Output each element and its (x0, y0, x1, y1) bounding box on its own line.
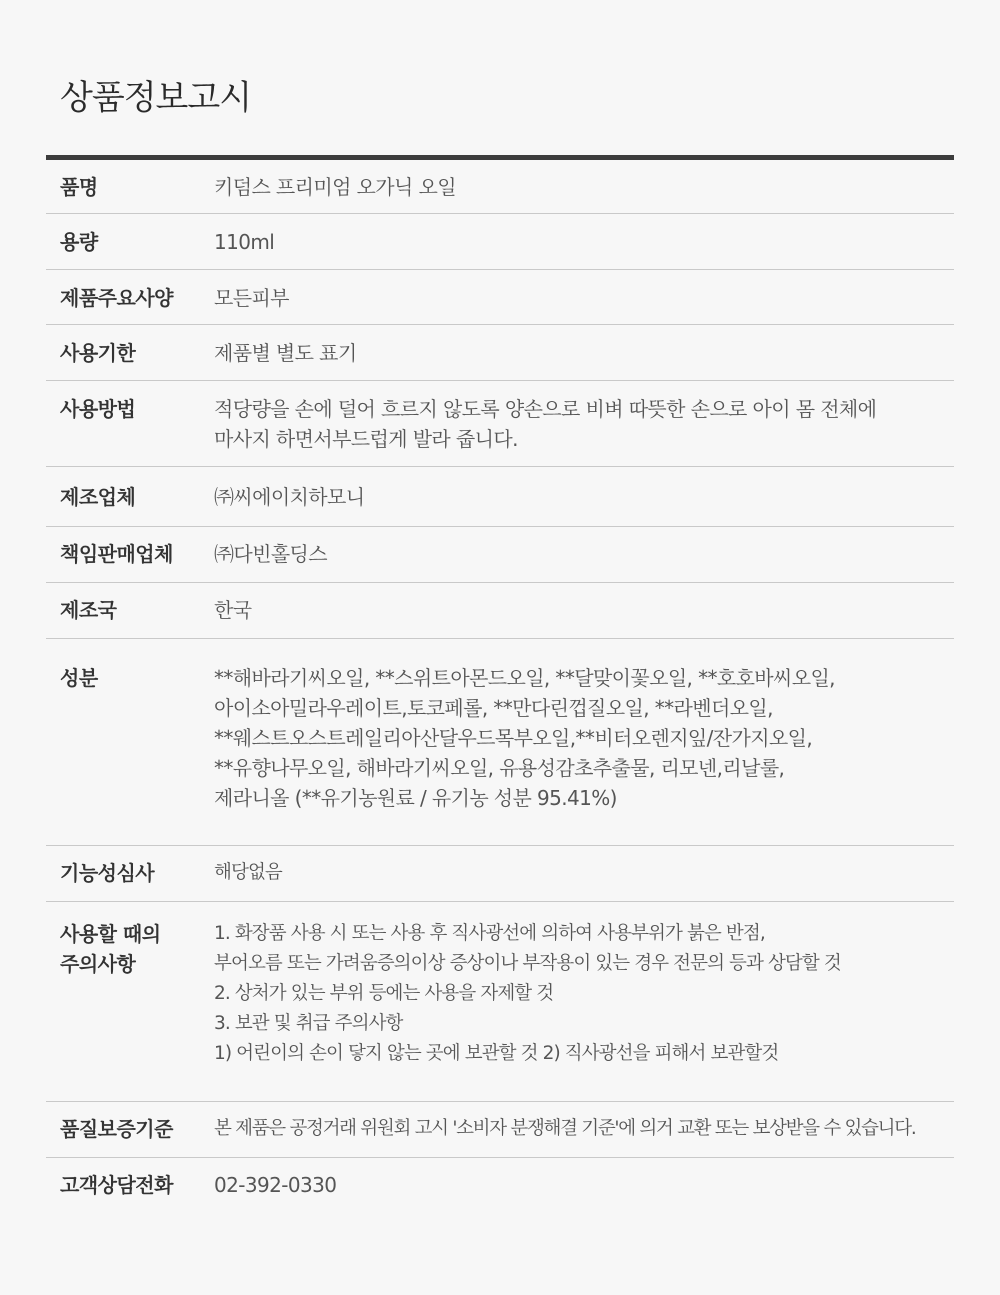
value-line: 제품별 별도 표기 (214, 341, 357, 365)
value-line: 모든피부 (214, 286, 289, 310)
value-line: **해바라기씨오일, **스위트아몬드오일, **달맞이꽃오일, **호호바씨오일, (214, 666, 835, 690)
value-line: 110ml (214, 230, 275, 254)
row-label (46, 919, 214, 1101)
value-line: ㈜다빈홀딩스 (214, 542, 327, 566)
row-label: 제조국 (60, 598, 117, 622)
row-label: 고객상담전화 (60, 1173, 173, 1197)
value-line: 2. 상처가 있는 부위 등에는 사용을 자제할 것 (214, 983, 554, 1004)
row-expiry (46, 325, 954, 381)
value-line: 아이소아밀라우레이트,토코페롤, **만다린껍질오일, **라벤더오일, (214, 696, 773, 720)
value-line: 1. 화장품 사용 시 또는 사용 후 직사광선에 의하여 사용부위가 붉은 반점, (214, 923, 765, 944)
row-usage (46, 381, 954, 467)
row-label: 기능성심사 (60, 861, 155, 885)
row-value (214, 539, 954, 582)
row-label: 제품주요사양 (60, 286, 173, 310)
value-line: ㈜씨에이치하모니 (214, 485, 365, 509)
row-distributor (46, 527, 954, 583)
row-value (214, 663, 954, 845)
row-value (214, 283, 954, 324)
row-value (214, 338, 954, 380)
row-ingredients (46, 639, 954, 846)
row-value (214, 1114, 954, 1157)
row-value (214, 858, 954, 901)
row-value (214, 919, 954, 1101)
value-line: 1) 어린이의 손이 닿지 않는 곳에 보관할 것 2) 직사광선을 피해서 보관할것 (214, 1043, 779, 1064)
label-line: 주의사항 (60, 952, 136, 976)
row-precautions (46, 902, 954, 1102)
value-line: 본 제품은 공정거래 위원회 고시 '소비자 분쟁해결 기준'에 의거 교환 또는 보상받을 수 있습니다. (214, 1118, 916, 1139)
row-label: 사용방법 (60, 397, 136, 421)
row-manufacturer (46, 467, 954, 527)
row-value (214, 394, 954, 466)
row-label: 제조업체 (60, 485, 136, 509)
row-label: 용량 (60, 230, 98, 254)
value-line: 3. 보관 및 취급 주의사항 (214, 1013, 403, 1034)
value-line: 제라니올 (**유기농원료 / 유기농 성분 95.41%) (214, 786, 617, 810)
row-product-name (46, 160, 954, 214)
label-line: 사용할 때의 (60, 922, 161, 946)
value-line: 한국 (214, 598, 252, 622)
row-label: 책임판매업체 (60, 542, 173, 566)
row-quality-guarantee (46, 1102, 954, 1158)
row-label: 사용기한 (60, 341, 136, 365)
row-customer-phone (46, 1158, 954, 1214)
row-main-spec (46, 270, 954, 325)
row-label: 품명 (60, 175, 98, 199)
value-line: **유향나무오일, 해바라기씨오일, 유용성감초추출물, 리모넨,리날룰, (214, 756, 785, 780)
value-line: 02-392-0330 (214, 1173, 337, 1197)
value-line: 부어오름 또는 가려움증의이상 증상이나 부작용이 있는 경우 전문의 등과 상담할 것 (214, 953, 841, 974)
value-line: **웨스트오스트레일리아산달우드목부오일,**비터오렌지잎/잔가지오일, (214, 726, 813, 750)
row-value (214, 172, 954, 213)
product-info-table (46, 155, 954, 1214)
row-functional-review (46, 846, 954, 902)
row-value (214, 227, 954, 269)
value-line: 적당량을 손에 덜어 흐르지 않도록 양손으로 비벼 따뜻한 손으로 아이 몸 전체에 (214, 397, 877, 421)
value-line: 마사지 하면서부드럽게 발라 줍니다. (214, 427, 518, 451)
value-line: 해당없음 (214, 862, 282, 883)
row-value (214, 595, 954, 638)
row-label: 품질보증기준 (60, 1117, 173, 1141)
page-title: 상품정보고시 (60, 78, 252, 118)
row-label: 성분 (60, 666, 98, 690)
row-country (46, 583, 954, 639)
row-capacity (46, 214, 954, 270)
value-line: 키덤스 프리미엄 오가닉 오일 (214, 175, 456, 199)
row-value (214, 482, 954, 526)
row-value (214, 1170, 954, 1214)
